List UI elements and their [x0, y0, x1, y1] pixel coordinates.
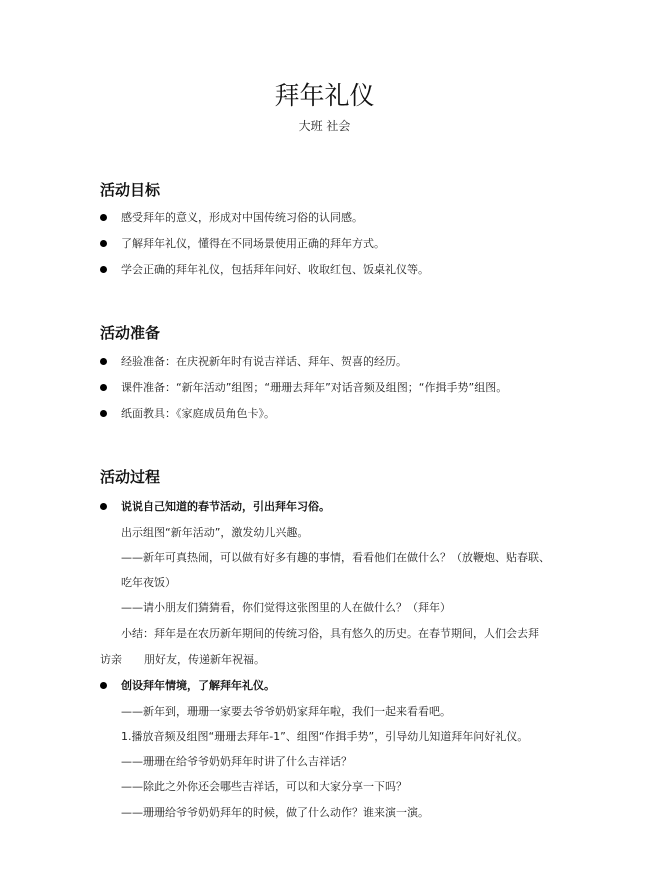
page-title: 拜年礼仪	[274, 81, 375, 110]
bullet-icon	[100, 384, 107, 391]
goal-item	[100, 236, 570, 254]
preparation-item	[100, 354, 570, 372]
bullet-icon	[100, 214, 107, 221]
preparation-text: 纸面教具：《家庭成员角色卡》。	[121, 407, 275, 420]
bullet-icon	[100, 503, 107, 510]
process-line: 1.播放音频及组图“珊珊去拜年-1”、组图“作揖手势”，引导幼儿知道拜年问好礼仪。	[121, 730, 529, 743]
process-step	[100, 678, 570, 696]
process-line: 访亲 朋好友，传递新年祝福。	[100, 653, 265, 666]
goal-item	[100, 210, 570, 228]
bullet-icon	[100, 358, 107, 365]
process-step-title: 创设拜年情境，了解拜年礼仪。	[121, 679, 275, 692]
bullet-icon	[100, 266, 107, 273]
goal-text: 了解拜年礼仪，懂得在不同场景使用正确的拜年方式。	[121, 237, 385, 250]
process-step-title: 说说自己知道的春节活动，引出拜年习俗。	[121, 500, 330, 513]
bullet-icon	[100, 410, 107, 417]
bullet-icon	[100, 240, 107, 247]
preparation-item	[100, 380, 570, 398]
process-line: ——新年到，珊珊一家要去爷爷奶奶家拜年啦，我们一起来看看吧。	[121, 705, 451, 718]
preparation-text: 课件准备：“新年活动”组图；“珊珊去拜年”对话音频及组图；“作揖手势”组图。	[121, 381, 508, 394]
process-line: ——除此之外你还会哪些吉祥话，可以和大家分享一下吗？	[121, 780, 407, 793]
goal-text: 学会正确的拜年礼仪，包括拜年问好、收取红包、饭桌礼仪等。	[121, 263, 429, 276]
preparation-item	[100, 406, 570, 424]
process-heading: 活动过程	[100, 468, 161, 486]
process-line: ——珊珊在给爷爷奶奶拜年时讲了什么吉祥话？	[121, 755, 352, 768]
preparation-text: 经验准备：在庆祝新年时有说吉祥话、拜年、贺喜的经历。	[121, 355, 407, 368]
process-step	[100, 499, 570, 517]
process-line: 出示组图“新年活动”，激发幼儿兴趣。	[121, 526, 309, 539]
bullet-icon	[100, 682, 107, 689]
process-line: 小结：拜年是在农历新年期间的传统习俗，具有悠久的历史。在春节期间，人们会去拜	[121, 627, 539, 640]
goal-item	[100, 262, 570, 280]
process-line: ——请小朋友们猜猜看，你们觉得这张图里的人在做什么？（拜年）	[121, 601, 451, 614]
process-line: 吃年夜饭）	[121, 576, 176, 589]
page-subtitle: 大班 社会	[298, 119, 351, 133]
process-line: ——新年可真热闹，可以做有好多有趣的事情，看看他们在做什么？（放鞭炮、贴春联、	[121, 551, 550, 564]
process-line: ——珊珊给爷爷奶奶拜年的时候，做了什么动作？谁来演一演。	[121, 806, 429, 819]
preparation-heading: 活动准备	[100, 324, 161, 342]
goals-heading: 活动目标	[100, 181, 161, 199]
goal-text: 感受拜年的意义，形成对中国传统习俗的认同感。	[121, 211, 363, 224]
